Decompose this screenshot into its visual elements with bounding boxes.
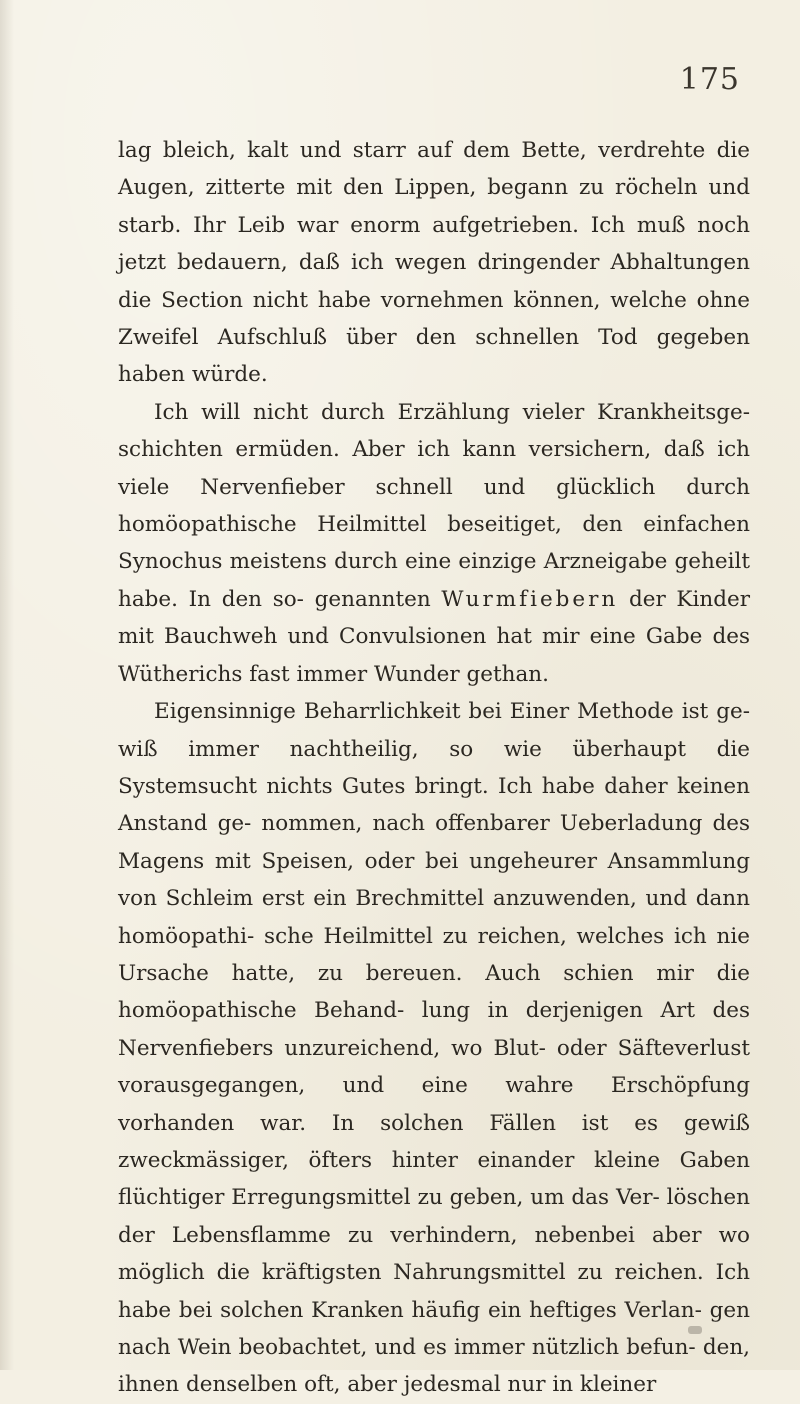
paragraph-2-text-end: der Kinder mit Bauchweh und Convulsionen hat mir eine Gabe des Wütherichs fast immer Wunder gethan. [118, 586, 750, 687]
ink-speck [688, 1326, 702, 1334]
paragraph-3: Eigensinnige Beharrlichkeit bei Einer Methode ist ge- wiß immer nachtheilig, so wie überhaupt die Systemsucht nichts Gutes bringt. Ich habe daher keinen Anstand ge- nommen, nach offenbarer Ueberladung des Magens mit Speisen, oder bei ungeheurer Ansammlung von Schleim erst ein Brechmittel anzuwenden, und dann homöopathi- sche Heilmittel zu reichen, welches ich nie Ursache hatte, zu bereuen. Auch schien mir die homöopathische Behand- lung in derjenigen Art des Nervenfiebers unzureichend, wo Blut- oder Säfteverlust vorausgegangen, und eine wahre Erschöpfung vorhanden war. In solchen Fällen ist es gewiß zweckmässiger, öfters hinter einander kleine Gaben flüchtiger Erregungsmittel zu geben, um das Ver- löschen der Lebensflamme zu verhindern, nebenbei aber wo möglich die kräftigsten Nahrungsmittel zu reichen. Ich habe bei solchen Kranken häufig ein heftiges Verlan- gen nach Wein beobachtet, und es immer nützlich befun- den, ihnen denselben oft, aber jedesmal nur in kleiner [118, 699, 750, 1398]
paragraph-2-text-start: Ich will nicht durch Erzählung vieler Krankheitsge- schichten ermüden. Aber ich kann versichern, daß ich viele Nervenfieber schnell und glücklich durch homöopathische Heilmittel beseitiget, den einfachen Synochus meistens durch eine einzige Arzneigabe geheilt habe. In den so- genannten [118, 399, 750, 612]
page-gutter-shadow [0, 0, 14, 1370]
page-number: 175 [679, 62, 740, 97]
paragraph-1: lag bleich, kalt und starr auf dem Bette, verdrehte die Augen, zitterte mit den Lippen, begann zu röcheln und starb. Ihr Leib war enorm aufgetrieben. Ich muß noch jetzt bedauern, daß ich wegen dringender Abhaltungen die Section nicht habe vornehmen können, welche ohne Zweifel Aufschluß über den schnellen Tod gegeben haben würde. [118, 138, 750, 388]
body-text [118, 132, 750, 1404]
spaced-term-wurmfiebern: Wurmfiebern [441, 586, 619, 612]
paragraph-2 [118, 394, 750, 693]
